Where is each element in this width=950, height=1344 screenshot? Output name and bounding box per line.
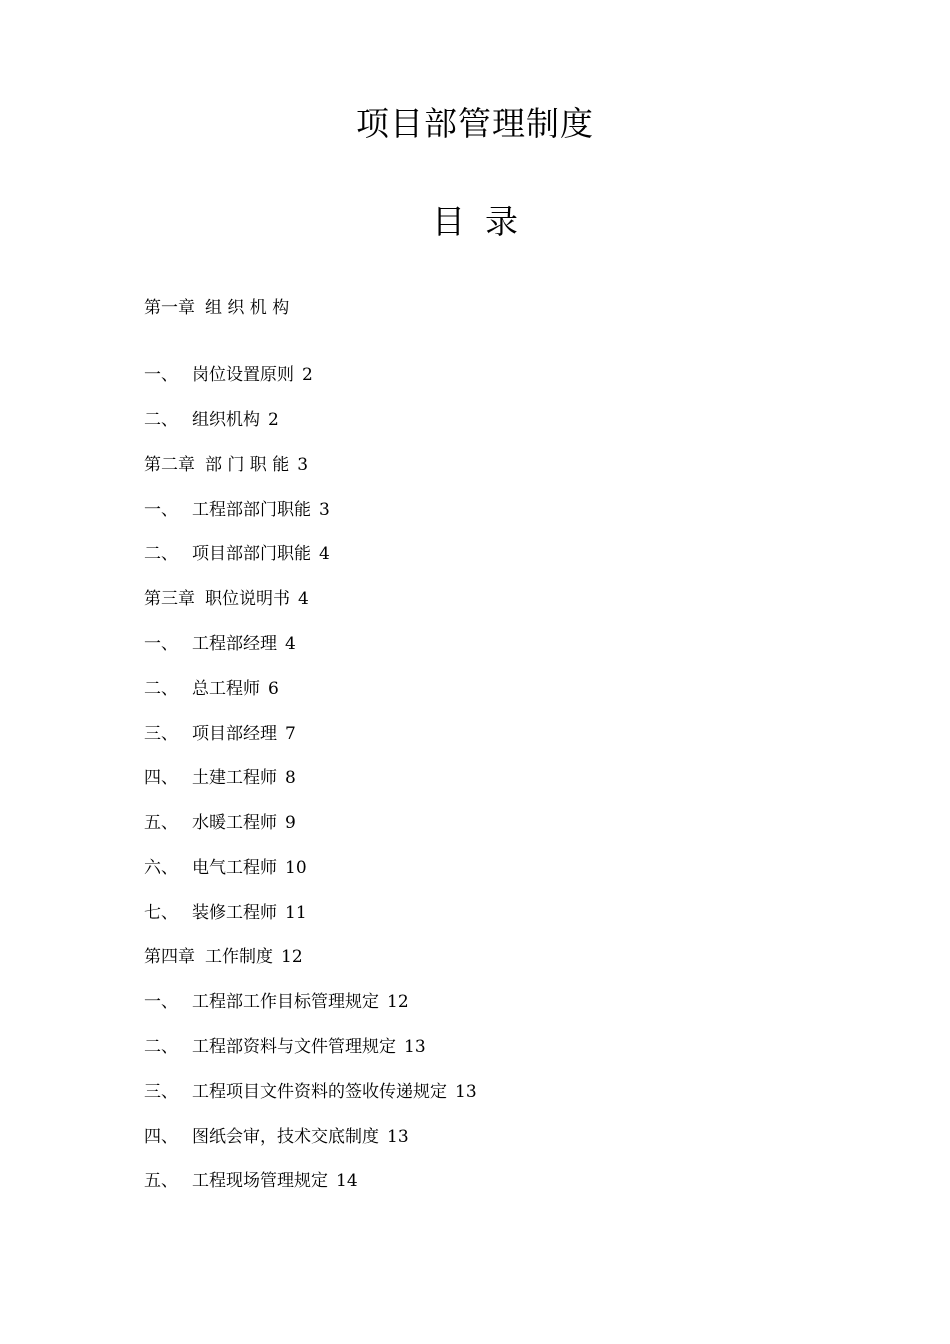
toc-item[interactable] xyxy=(144,631,296,657)
toc-chapter-label: 第一章 xyxy=(144,298,195,318)
toc-page-number: 12 xyxy=(387,992,409,1012)
toc-item-title: 工程部部门职能 xyxy=(192,500,311,520)
toc-item-title: 土建工程师 xyxy=(192,768,277,788)
document-title: 项目部管理制度 xyxy=(356,104,594,143)
toc-page-number: 2 xyxy=(268,410,279,430)
toc-item-number: 五、 xyxy=(144,813,178,833)
toc-item[interactable] xyxy=(144,900,307,926)
toc-item-title: 工程项目文件资料的签收传递规定 xyxy=(192,1082,447,1102)
toc-chapter-title: 组 织 机 构 xyxy=(205,298,290,318)
toc-item-number: 三、 xyxy=(144,1082,178,1102)
toc-item-number: 三、 xyxy=(144,724,178,744)
toc-page-number: 4 xyxy=(319,544,330,564)
toc-item-number: 四、 xyxy=(144,1127,178,1147)
toc-page-number: 13 xyxy=(387,1127,409,1147)
toc-chapter-label: 第四章 xyxy=(144,947,195,967)
toc-chapter[interactable] xyxy=(144,944,303,970)
toc-page-number: 8 xyxy=(285,768,296,788)
toc-item[interactable] xyxy=(144,407,279,433)
toc-item[interactable] xyxy=(144,676,279,702)
toc-item[interactable] xyxy=(144,810,296,836)
toc-chapter[interactable] xyxy=(144,586,309,612)
toc-page-number: 2 xyxy=(302,365,313,385)
toc-heading xyxy=(0,200,950,244)
toc-item-title: 工程现场管理规定 xyxy=(192,1171,328,1191)
toc-item[interactable] xyxy=(144,541,330,567)
toc-item-title: 工程部工作目标管理规定 xyxy=(192,992,379,1012)
toc-page-number: 12 xyxy=(281,947,303,967)
toc-item[interactable] xyxy=(144,1079,477,1105)
toc-page-number: 13 xyxy=(455,1082,477,1102)
toc-item-number: 五、 xyxy=(144,1171,178,1191)
toc-item-number: 二、 xyxy=(144,544,178,564)
toc-item[interactable] xyxy=(144,1168,358,1194)
toc-chapter-title: 职位说明书 xyxy=(205,589,290,609)
toc-heading-char: 录 xyxy=(485,202,518,241)
toc-item-number: 六、 xyxy=(144,858,178,878)
toc-chapter[interactable] xyxy=(144,452,308,478)
toc-item[interactable] xyxy=(144,1034,426,1060)
toc-item-title: 工程部资料与文件管理规定 xyxy=(192,1037,396,1057)
toc-page-number: 3 xyxy=(297,455,309,475)
toc-page-number: 10 xyxy=(285,858,307,878)
toc-page-number: 13 xyxy=(404,1037,426,1057)
toc-item-number: 二、 xyxy=(144,1037,178,1057)
toc-chapter[interactable] xyxy=(144,295,289,321)
toc-page-number: 14 xyxy=(336,1171,358,1191)
toc-chapter-label: 第三章 xyxy=(144,589,195,609)
toc-page-number: 6 xyxy=(268,679,279,699)
toc-item-number: 一、 xyxy=(144,365,178,385)
toc-item[interactable] xyxy=(144,721,296,747)
toc-item-number: 四、 xyxy=(144,768,178,788)
toc-page-number: 4 xyxy=(298,589,309,609)
toc-item-title: 工程部经理 xyxy=(192,634,277,654)
toc-item-title: 图纸会审，技术交底制度 xyxy=(192,1127,379,1147)
toc-item-title: 电气工程师 xyxy=(192,858,277,878)
toc-chapter-label: 第二章 xyxy=(144,455,195,475)
toc-item[interactable] xyxy=(144,362,313,388)
toc-item[interactable] xyxy=(144,765,296,791)
toc-page-number: 4 xyxy=(285,634,296,654)
toc-item-number: 一、 xyxy=(144,992,178,1012)
toc-heading-char: 目 xyxy=(432,202,465,241)
toc-page-number: 7 xyxy=(285,724,296,744)
toc-item-number: 一、 xyxy=(144,634,178,654)
toc-item-title: 岗位设置原则 xyxy=(192,365,294,385)
toc-chapter-title: 部 门 职 能 xyxy=(205,455,290,475)
toc-page-number: 9 xyxy=(285,813,296,833)
toc-item[interactable] xyxy=(144,855,307,881)
toc-item-number: 一、 xyxy=(144,500,178,520)
toc-item-number: 二、 xyxy=(144,679,178,699)
toc-item-title: 项目部部门职能 xyxy=(192,544,311,564)
toc-page-number: 11 xyxy=(285,903,307,923)
toc-item[interactable] xyxy=(144,497,330,523)
toc-item-title: 项目部经理 xyxy=(192,724,277,744)
toc-item-number: 七、 xyxy=(144,903,178,923)
toc-item[interactable] xyxy=(144,1124,409,1150)
toc-item-title: 组织机构 xyxy=(192,410,260,430)
toc-item-title: 总工程师 xyxy=(192,679,260,699)
toc-chapter-title: 工作制度 xyxy=(205,947,273,967)
toc-item-title: 装修工程师 xyxy=(192,903,277,923)
toc-item-title: 水暖工程师 xyxy=(192,813,277,833)
toc-item[interactable] xyxy=(144,989,409,1015)
toc-item-number: 二、 xyxy=(144,410,178,430)
toc-page-number: 3 xyxy=(319,500,330,520)
